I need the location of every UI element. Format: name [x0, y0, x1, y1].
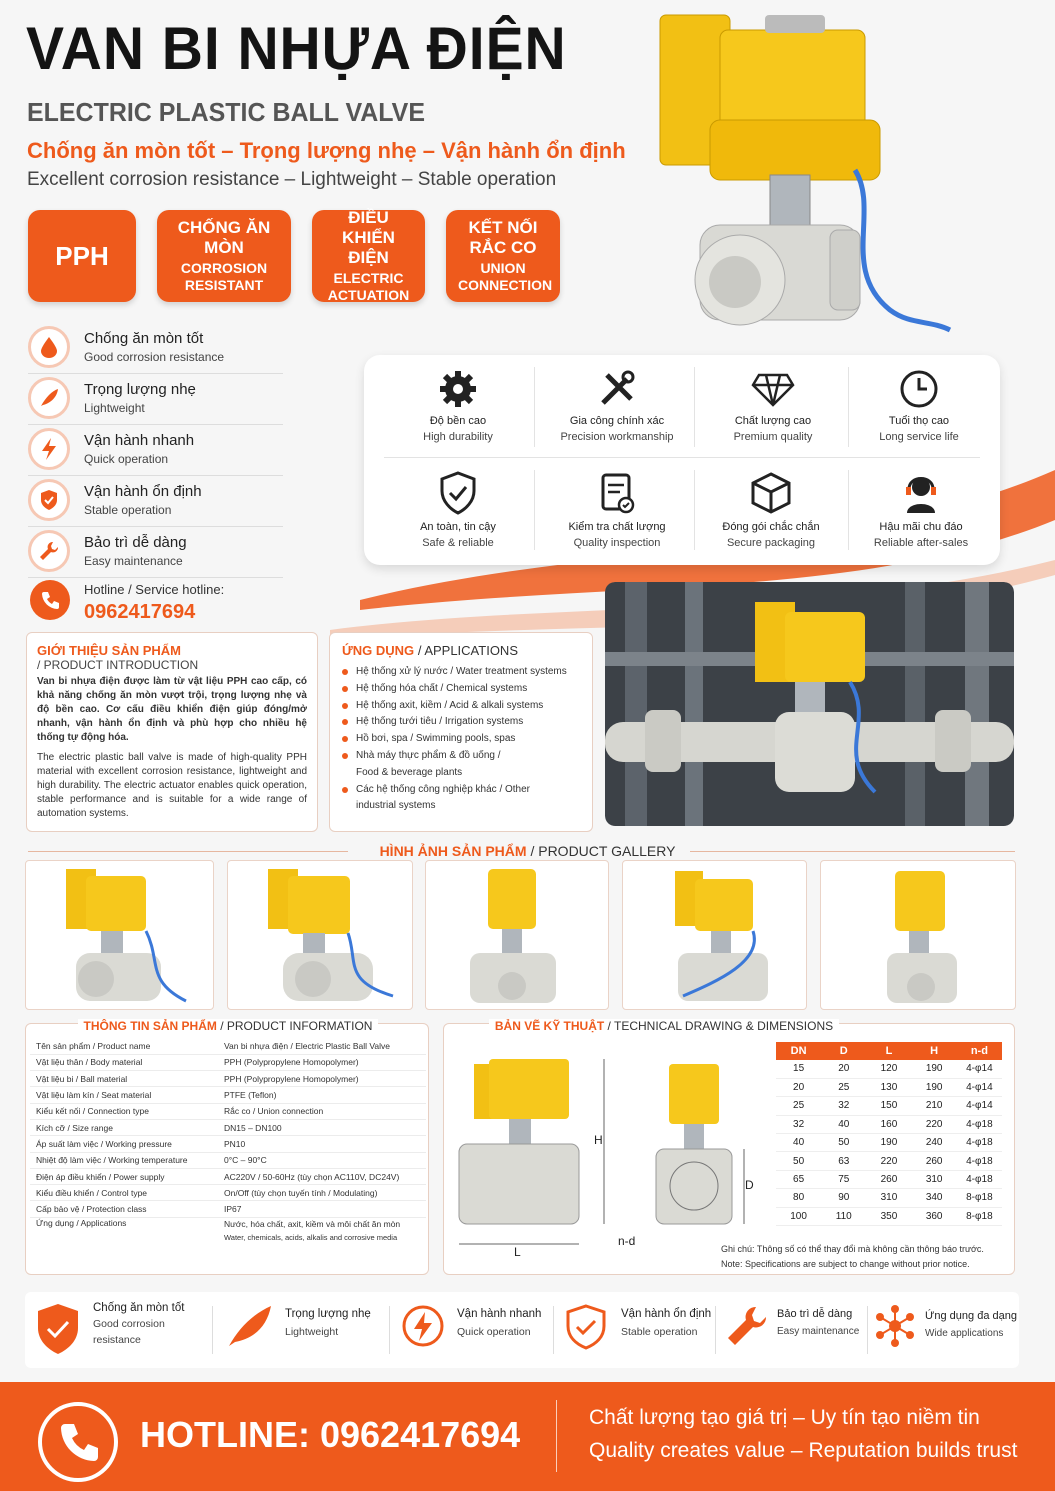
gallery-divider [28, 851, 348, 852]
box-icon [749, 471, 793, 515]
hotline-number[interactable]: 0962417694 [84, 601, 196, 623]
badge-union: KẾT NỐI RẮC CO UNION CONNECTION [446, 210, 560, 302]
feature-quick: Vận hành nhanh Quick operation [28, 426, 283, 476]
feature-stable: Vận hành ổn định Stable operation [28, 477, 283, 527]
bottom-feature-stable: Vận hành ổn định Stable operation [565, 1308, 711, 1340]
drawing-title: BẢN VẼ KỸ THUẬT [494, 1019, 605, 1033]
table-header: DN D L H n-d [776, 1042, 1002, 1060]
product-info-title: THÔNG TIN SẢN PHẨM [83, 1019, 217, 1033]
tagline-vn: Chống ăn mòn tốt – Trọng lượng nhẹ – Vận hành ổn định [27, 138, 626, 163]
tools-icon [597, 369, 637, 409]
wrench-icon [725, 1304, 769, 1348]
list-item: Các hệ thống công nghiệp khác / Other industrial systems [342, 782, 542, 816]
table-row: Nhiệt độ làm việc / Working temperature 0°C – 90°C [30, 1152, 426, 1168]
shield-icon [438, 471, 478, 515]
support-icon [901, 471, 941, 515]
table-row: Kiểu điều khiển / Control type On/Off (tùy chọn tuyến tính / Modulating) [30, 1185, 426, 1201]
applications-title: ỨNG DỤNG [342, 643, 415, 658]
table-row: 20 25 130 190 4-φ14 [776, 1078, 1002, 1096]
bottom-feature-corrosion: Chống ăn mòn tốt Good corrosion resistance [35, 1302, 213, 1348]
network-icon [875, 1304, 915, 1348]
feature-corrosion: Chống ăn mòn tốt Good corrosion resistance [28, 324, 283, 374]
product-info-table [30, 1038, 426, 1244]
table-row: Cấp bảo vệ / Protection class IP67 [30, 1201, 426, 1217]
bottom-feature-applications: Ứng dụng đa dạng Wide applications [875, 1310, 1017, 1342]
list-item: Hồ bơi, spa / Swimming pools, spas [342, 731, 580, 748]
intro-card [26, 632, 318, 832]
list-item: Hệ thống axit, kiềm / Acid & alkali systems [342, 698, 580, 715]
phone-icon [30, 580, 70, 620]
bottom-feature-lightweight: Trọng lượng nhẹ Lightweight [225, 1308, 371, 1340]
table-row: Tên sản phẩm / Product name Van bi nhựa điện / Electric Plastic Ball Valve [30, 1038, 426, 1054]
svg-text:n-d: n-d [618, 1234, 636, 1248]
table-row: 80 90 310 340 8-φ18 [776, 1189, 1002, 1207]
quality-inspection: Kiểm tra chất lượng Quality inspection [542, 471, 692, 549]
svg-text:D: D [745, 1178, 754, 1192]
shield-check-icon [35, 1302, 81, 1356]
bottom-feature-maintenance: Bảo trì dễ dàng Easy maintenance [725, 1308, 859, 1340]
list-item: Nhà máy thực phẩm & đồ uống / Food & beverage plants [342, 748, 522, 782]
svg-text:H: H [594, 1133, 603, 1147]
page-title: VAN BI NHỰA ĐIỆN [26, 15, 567, 82]
table-row: 100 110 350 360 8-φ18 [776, 1207, 1002, 1225]
quality-grid [364, 355, 1000, 565]
quality-durability: Độ bền cao High durability [383, 369, 533, 443]
quality-precision: Gia công chính xác Precision workmanship [542, 369, 692, 443]
lightning-icon [28, 428, 70, 470]
table-row: 15 20 120 190 4-φ14 [776, 1060, 1002, 1078]
list-item: Hệ thống hóa chất / Chemical systems [342, 681, 580, 698]
footer [0, 1382, 1055, 1491]
table-row: Áp suất làm việc / Working pressure PN10 [30, 1136, 426, 1152]
hotline-block[interactable] [28, 578, 288, 628]
diamond-icon [751, 369, 795, 409]
table-row: Vật liệu làm kín / Seat material PTFE (Teflon) [30, 1087, 426, 1103]
feature-maintenance: Bảo trì dễ dàng Easy maintenance [28, 528, 283, 578]
table-row: Ứng dụng / Applications Nước, hóa chất, axit, kiềm và môi chất ăn mòn Water, chemicals, acids, alkalis and corrosive media [36, 1217, 401, 1242]
table-row: 65 75 260 310 4-φ18 [776, 1170, 1002, 1188]
footer-slogan-vn: Chất lượng tạo giá trị – Uy tín tạo niềm tin [589, 1406, 980, 1429]
quality-safe: An toàn, tin cậy Safe & reliable [383, 471, 533, 549]
product-info-card: THÔNG TIN SẢN PHẨM / PRODUCT INFORMATION Tên sản phẩm / Product name Van bi nhựa điện / Electric Plastic Ball Valve Vật liệu thân / Body material PPH (Polypropylene Homopolymer) Vật liệu bi / Ball material PPH (Polypropylene Homopolymer) Vật liệu làm kín / Seat material PTFE (Teflon) Kiểu kết nối / Connection type Rắc co / Union connection Kích cỡ / Size range DN15 – DN100 Áp suất làm việc / Working pressure PN10 Nhiệt độ làm việc / Working temperature 0°C – 90°C Điện áp điều khiển / Power supply AC220V / 50-60Hz (tùy chọn AC110V, DC24V) Kiểu điều khiển / Control type On/Off (tùy chọn tuyến tính / Modulating) Cấp bảo vệ / Protection class IP67 Ứng dụng / Applications Nước, hóa chất, axit, kiềm và môi chất ăn mòn Water, chemicals, acids, alkalis and corrosive media [25, 1023, 429, 1275]
shield-check-icon [565, 1304, 607, 1350]
quality-aftersales: Hậu mãi chu đáo Reliable after-sales [846, 471, 996, 549]
gallery-image-1[interactable] [25, 860, 214, 1010]
page-subtitle: ELECTRIC PLASTIC BALL VALVE [27, 97, 425, 127]
table-row: 32 40 160 220 4-φ18 [776, 1115, 1002, 1133]
badge-electric: ĐIỀU KHIỂN ĐIỆN ELECTRIC ACTUATION [312, 210, 425, 302]
gallery-image-4[interactable] [622, 860, 807, 1010]
wrench-icon [28, 530, 70, 572]
table-row: Vật liệu bi / Ball material PPH (Polypropylene Homopolymer) [30, 1071, 426, 1087]
installation-photo [605, 582, 1014, 826]
gallery-image-2[interactable] [227, 860, 413, 1010]
gallery-image-3[interactable] [425, 860, 609, 1010]
applications-card: ỨNG DỤNG / APPLICATIONS Hệ thống xử lý nước / Water treatment systems Hệ thống hóa chất / Chemical systems Hệ thống axit, kiềm / Acid & alkali systems Hệ thống tưới tiêu / Irrigation systems Hồ bơi, spa / Swimming pools, spas Nhà máy thực phẩm & đồ uống / Food & beverage plants Các hệ thống công nghiệp khác / Other industrial systems [329, 632, 593, 832]
table-row: Điện áp điều khiển / Power supply AC220V / 50-60Hz (tùy chọn AC110V, DC24V) [30, 1168, 426, 1184]
shield-check-icon [28, 479, 70, 521]
drawing-diagram [454, 1044, 764, 1264]
intro-body-en: The electric plastic ball valve is made of high-quality PPH material with excellent corrosion resistance, lightweight and high durability. The electric actuator enables quick operation, stable performance and is suitable for a wide range of automation systems. [37, 752, 307, 819]
list-item: Hệ thống xử lý nước / Water treatment systems [342, 664, 580, 681]
gallery-title: HÌNH ẢNH SẢN PHẨM / PRODUCT GALLERY [379, 843, 676, 859]
badge-corrosion: CHỐNG ĂN MÒN CORROSION RESISTANT [157, 210, 291, 302]
dimensions-table [776, 1042, 1002, 1226]
quality-packaging: Đóng gói chắc chắn Secure packaging [696, 471, 846, 549]
tagline-en: Excellent corrosion resistance – Lightweight – Stable operation [27, 169, 557, 190]
table-row: 40 50 190 240 4-φ18 [776, 1134, 1002, 1152]
svg-text:L: L [514, 1245, 521, 1259]
table-row: 50 63 220 260 4-φ18 [776, 1152, 1002, 1170]
intro-title: GIỚI THIỆU SẢN PHẨM [37, 643, 181, 658]
technical-drawing-card: BẢN VẼ KỸ THUẬT / TECHNICAL DRAWING & DIMENSIONS L H D n-d DN D L H n-d 15 20 120 190 4-φ14 20 25 130 190 4-φ14 25 32 150 210 4-φ14 32 40 160 220 4-φ18 40 50 190 240 4-φ18 50 63 220 260 4-φ18 65 75 260 310 4-φ18 80 90 310 340 8-φ18 100 110 350 360 8-φ18 Ghi chú: Thông số có thể thay đổi mà không cần thông báo trước. Note: Specifications are subject to change without prior notice. [443, 1023, 1015, 1275]
hotline-label: Hotline / Service hotline: [84, 582, 225, 597]
table-row: Vật liệu thân / Body material PPH (Polypropylene Homopolymer) [30, 1054, 426, 1070]
feather-icon [225, 1304, 273, 1348]
drawing-note-en: Note: Specifications are subject to change without prior notice. [721, 1259, 970, 1269]
drop-icon [28, 326, 70, 368]
bottom-feature-quick: Vận hành nhanh Quick operation [401, 1308, 541, 1340]
intro-body-vn: Van bi nhựa điện được làm từ vật liệu PPH cao cấp, có khả năng chống ăn mòn vượt trội, trọng lượng nhẹ và độ bền cao. Cơ cấu điều khiển điện giúp đóng/mở nhanh, vận hành ổn định và phù hợp cho nhiều hệ thống tự động hóa. [37, 676, 307, 743]
gear-icon [438, 369, 478, 409]
feature-lightweight: Trọng lượng nhẹ Lightweight [28, 375, 283, 425]
quality-longlife: Tuổi thọ cao Long service life [844, 369, 994, 443]
hero-valve-image [650, 10, 980, 340]
list-item: Hệ thống tưới tiêu / Irrigation systems [342, 714, 580, 731]
footer-hotline[interactable]: HOTLINE: 0962417694 [140, 1414, 521, 1455]
applications-list [342, 664, 580, 815]
table-row: Kiểu kết nối / Connection type Rắc co / Union connection [30, 1103, 426, 1119]
checklist-icon [597, 471, 637, 515]
footer-slogan-en: Quality creates value – Reputation builds trust [589, 1439, 1018, 1462]
clock-icon [899, 369, 939, 409]
badge-pph: PPH [28, 210, 136, 302]
table-row: Kích cỡ / Size range DN15 – DN100 [30, 1119, 426, 1135]
table-row: 25 32 150 210 4-φ14 [776, 1097, 1002, 1115]
intro-subtitle: / PRODUCT INTRODUCTION [37, 658, 199, 672]
phone-icon[interactable] [38, 1402, 118, 1482]
feather-icon [28, 377, 70, 419]
quality-premium: Chất lượng cao Premium quality [698, 369, 848, 443]
gallery-image-5[interactable] [820, 860, 1016, 1010]
lightning-icon [401, 1304, 445, 1348]
drawing-note-vn: Ghi chú: Thông số có thể thay đổi mà không cần thông báo trước. [721, 1244, 984, 1254]
bottom-features-bar [25, 1292, 1019, 1368]
